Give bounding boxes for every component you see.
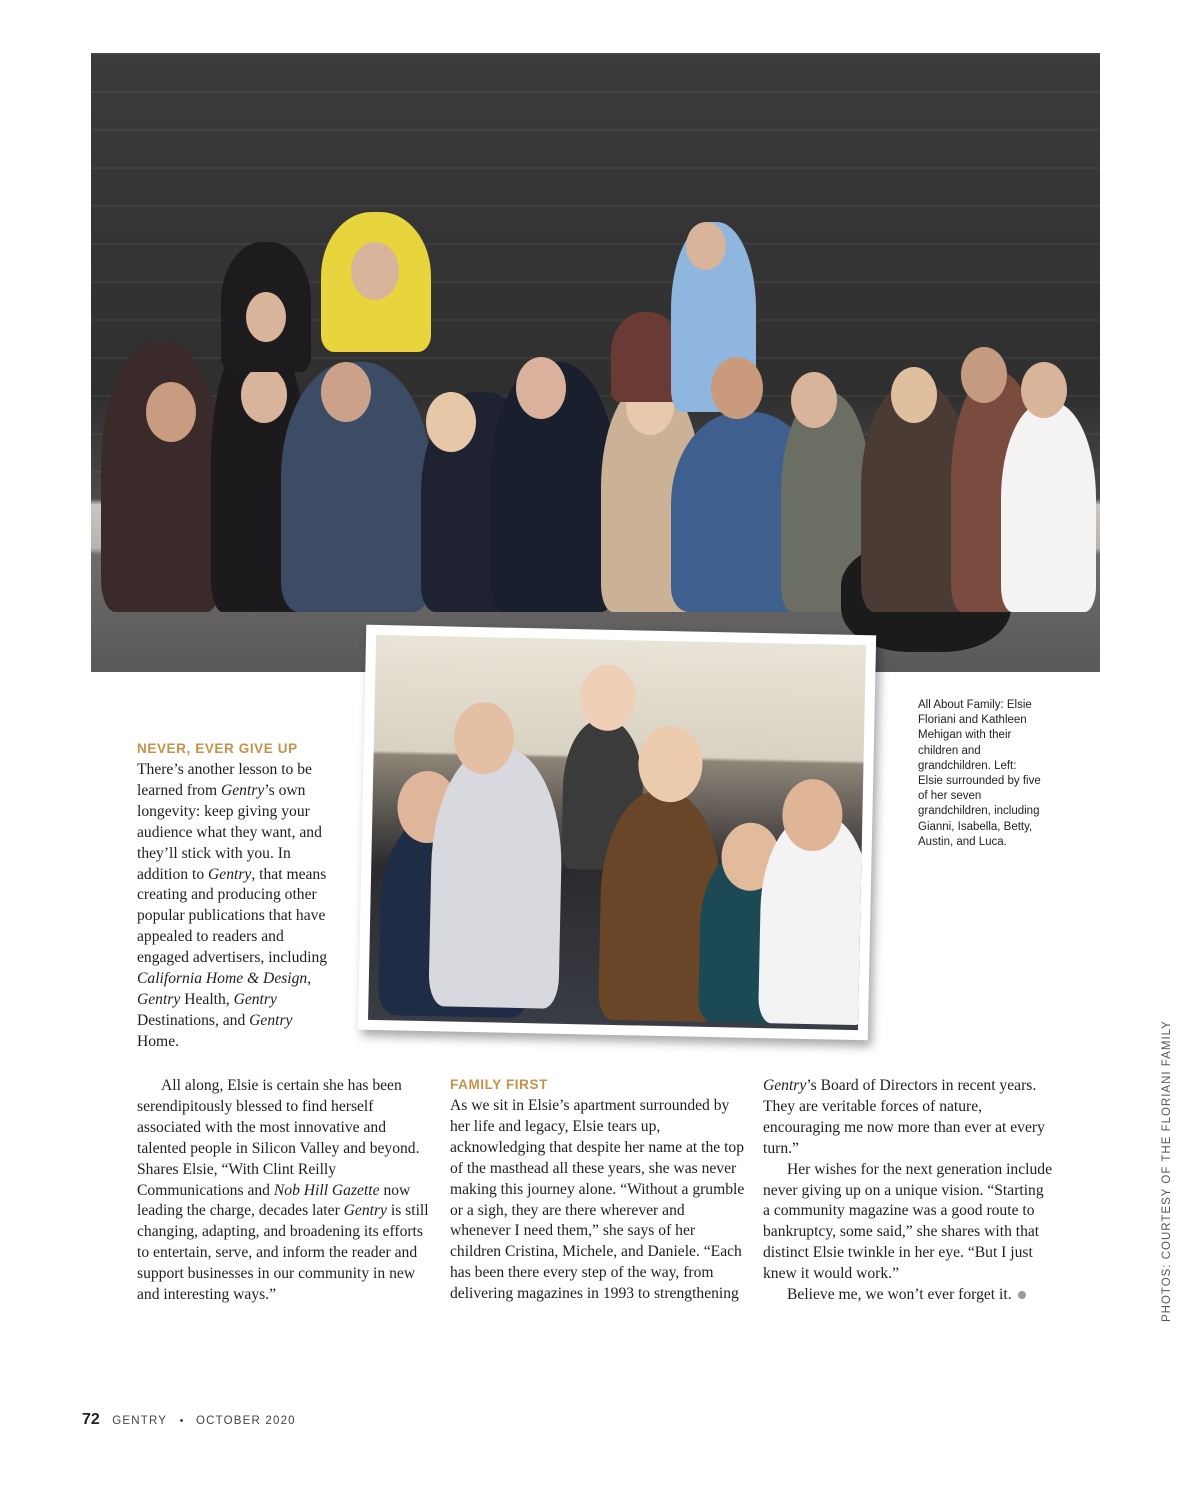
paragraph: All along, Elsie is certain she has been serendipitously blessed to find herself associated with the most innovative and talented people in Silicon Valley and beyond. Shares Elsie, “With Clint Reilly Communications and Nob Hill Gazette now leading the charge, decades later Gentry is still changing, adapting, and broadening its efforts to entertain, serve, and inform the reader and support businesses in our community in new and interesting ways.” [137, 1077, 429, 1304]
paragraph: There’s another lesson to be learned from Gentry’s own longevity: keep giving your audience what they want, and they’ll stick with you. In addition to Gentry, that means creating and producing other popular publications that have appealed to readers and engaged advertisers, including California Home & Design, Gentry Health, Gentry Destinations, and Gentry Home. [137, 761, 328, 1050]
issue-date: OCTOBER 2020 [195, 1415, 296, 1427]
grandchildren-photo-image [368, 635, 866, 1030]
family-group-photo [91, 53, 1100, 672]
end-mark-icon [1018, 1291, 1026, 1299]
page-number: 72 [82, 1411, 100, 1428]
article-column-1-bottom [137, 1076, 429, 1306]
page-footer [82, 1411, 296, 1429]
grandchildren-photo [358, 625, 876, 1041]
paragraph: Her wishes for the next generation include never giving up on a unique vision. “Starting a community magazine was a good route to bankruptcy, some said,” she shares with that distinct Elsie twinkle in her eye. “But I just knew it would work.” [763, 1160, 1053, 1283]
article-column-2 [450, 1076, 748, 1305]
photo-caption: All About Family: Elsie Floriani and Kathleen Mehigan with their children and grandchildren. Left: Elsie surrounded by five of her seven grandchildren, including Gianni, Isabella, Betty, Austin, and Luca. [918, 699, 1041, 848]
paragraph: Gentry’s Board of Directors in recent years. They are veritable forces of nature, encouraging me now more than ever at every turn.” [763, 1077, 1045, 1157]
footer-separator: • [179, 1415, 184, 1427]
article-column-3 [763, 1076, 1053, 1306]
magazine-name: GENTRY [112, 1415, 168, 1427]
photo-credit: PHOTOS: COURTESY OF THE FLORIANI FAMILY [1161, 1020, 1173, 1322]
section-heading-family-first: FAMILY FIRST [450, 1077, 548, 1092]
paragraph-closing: Believe me, we won’t ever forget it. [763, 1285, 1053, 1306]
paragraph: As we sit in Elsie’s apartment surrounded by her life and legacy, Elsie tears up, acknowledging that despite her name at the top of the masthead all these years, she was never making this journey alone. “Without a grumble or a sigh, they are there wherever and whenever I need them,” she says of her children Cristina, Michele, and Daniele. “Each has been there every step of the way, from delivering magazines in 1993 to strengthening [450, 1097, 745, 1303]
family-figures [91, 172, 1100, 612]
section-heading-never-give-up: NEVER, EVER GIVE UP [137, 741, 298, 756]
article-column-1-top [137, 740, 337, 1053]
